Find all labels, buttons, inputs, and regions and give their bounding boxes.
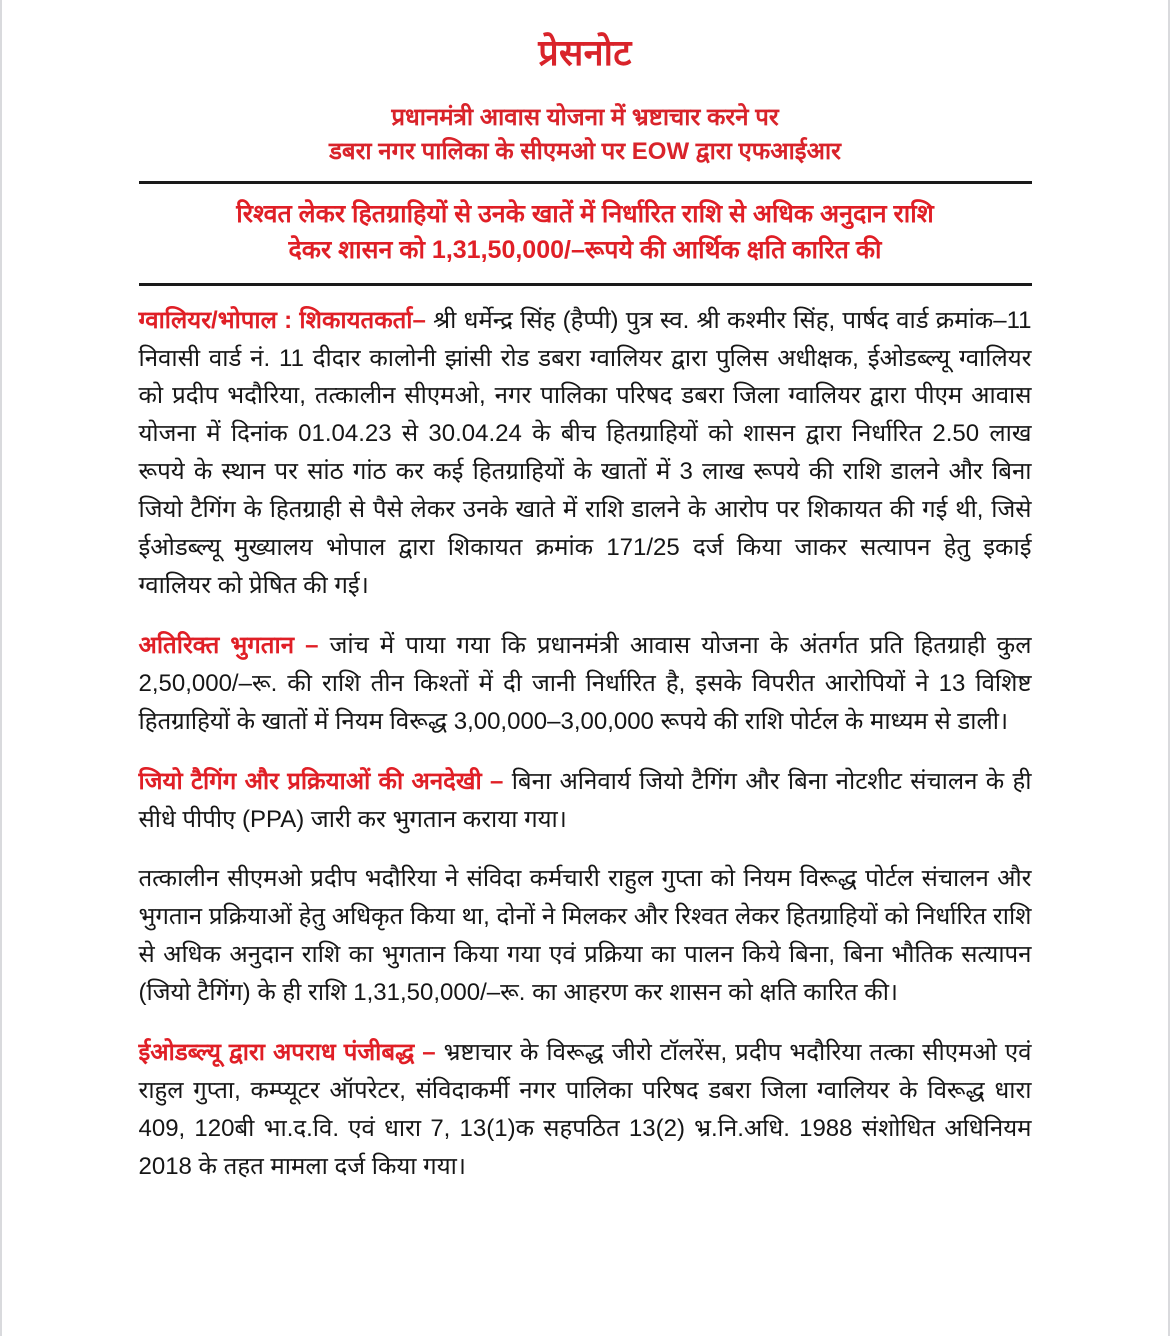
subtitle-line-2: डबरा नगर पालिका के सीएमओ पर EOW द्वारा एफआईआर xyxy=(329,138,841,166)
paragraph-body-complaint: श्री धर्मेन्द्र सिंह (हैप्पी) पुत्र स्व. श्री कश्मीर सिंह, पार्षद वार्ड क्रमांक–11 निवासी वार्ड नं. 11 दीदार कालोनी झांसी रोड डबरा ग्वालियर द्वारा पुलिस अधीक्षक, ईओडब्ल्यू ग्वालियर को प्रदीप भदौरिया, तत्कालीन सीएमओ, नगर पालिका परिषद डबरा जिला ग्वालियर द्वारा पीएम आवास योजना में दिनांक 01.04.23 से 30.04.24 के बीच हितग्राहियों को शासन द्वारा निर्धारित 2.50 लाख रूपये के स्थान पर सांठ गांठ कर कई हितग्राहियों के खातों में 3 लाख रूपये की राशि डालने और बिना जियो टैगिंग के हितग्राही से पैसे लेकर उनके खाते में राशि डालने के आरोप पर शिकायत की गई थी, जिसे ईओडब्ल्यू मुख्यालय भोपाल द्वारा शिकायत क्रमांक 171/25 दर्ज किया जाकर सत्यापन हेतु इकाई ग्वालियर को प्रेषित की गई। xyxy=(138,306,1032,599)
highlight-line-1: रिश्वत लेकर हितग्राहियों से उनके खातें में निर्धारित राशि से अधिक अनुदान राशि xyxy=(236,200,934,229)
paragraph-cmo-authorization xyxy=(139,860,1032,1012)
paragraph-lead-complaint: ग्वालियर/भोपाल : शिकायतकर्ता– xyxy=(138,306,426,334)
paragraph-complaint xyxy=(139,302,1032,605)
paragraph-geo-tagging xyxy=(139,763,1032,839)
paragraph-case-registered xyxy=(139,1034,1032,1186)
paragraph-lead-case-registered: ईओडब्ल्यू द्वारा अपराध पंजीबद्ध – xyxy=(138,1039,436,1067)
paragraph-body-geo-tagging: बिना अनिवार्य जियो टैगिंग और बिना नोटशीट संचालन के ही सीधे पीपीए (PPA) जारी कर भुगतान कराया गया। xyxy=(138,767,1032,833)
paragraph-lead-excess-payment: अतिरिक्त भुगतान – xyxy=(138,631,319,659)
paragraph-body-excess-payment: जांच में पाया गया कि प्रधानमंत्री आवास योजना के अंतर्गत प्रति हितग्राही कुल 2,50,000/–रू. की राशि तीन किश्तों में दी जानी निर्धारित है, इसके विपरीत आरोपियों ने 13 विशिष्ट हितग्राहियों के खातों में नियम विरूद्ध 3,00,000–3,00,000 रूपये की राशि पोर्टल के माध्यम से डाली। xyxy=(138,631,1032,735)
paragraph-body-case-registered: भ्रष्टाचार के विरूद्ध जीरो टॉलरेंस, प्रदीप भदौरिया तत्का सीएमओ एवं राहुल गुप्ता, कम्प्यूटर ऑपरेटर, संविदाकर्मी नगर पालिका परिषद डबरा जिला ग्वालियर के विरूद्ध धारा 409, 120बी भा.द.वि. एवं धारा 7, 13(1)क सहपठित 13(2) भ्र.नि.अधि. 1988 संशोधित अधिनियम 2018 के तहत मामला दर्ज किया गया। xyxy=(138,1039,1032,1180)
document-sheet xyxy=(139,0,1032,1186)
paragraph-excess-payment xyxy=(139,627,1032,741)
divider-top xyxy=(139,181,1032,184)
highlight-block xyxy=(139,196,1032,269)
subtitle-line-1: प्रधानमंत्री आवास योजना में भ्रष्टाचार करने पर xyxy=(391,104,779,131)
paragraph-lead-geo-tagging: जियो टैगिंग और प्रक्रियाओं की अनदेखी – xyxy=(138,767,504,795)
highlight-line-2: देकर शासन को 1,31,50,000/–रूपये की आर्थिक क्षति कारित की xyxy=(288,236,882,265)
subtitle-block xyxy=(139,101,1032,169)
page-title: प्रेसनोट xyxy=(538,32,632,73)
divider-bottom xyxy=(139,283,1032,286)
paragraph-body-cmo-authorization: तत्कालीन सीएमओ प्रदीप भदौरिया ने संविदा कर्मचारी राहुल गुप्ता को नियम विरूद्ध पोर्टल संचालन और भुगतान प्रक्रियाओं हेतु अधिकृत किया था, दोनों ने मिलकर और रिश्वत लेकर हितग्राहियों को निर्धारित राशि से अधिक अनुदान राशि का भुगतान किया गया एवं प्रक्रिया का पालन किये बिना, बिना भौतिक सत्यापन (जियो टैगिंग) के ही राशि 1,31,50,000/–रू. का आहरण कर शासन को क्षति कारित की। xyxy=(138,865,1032,1007)
